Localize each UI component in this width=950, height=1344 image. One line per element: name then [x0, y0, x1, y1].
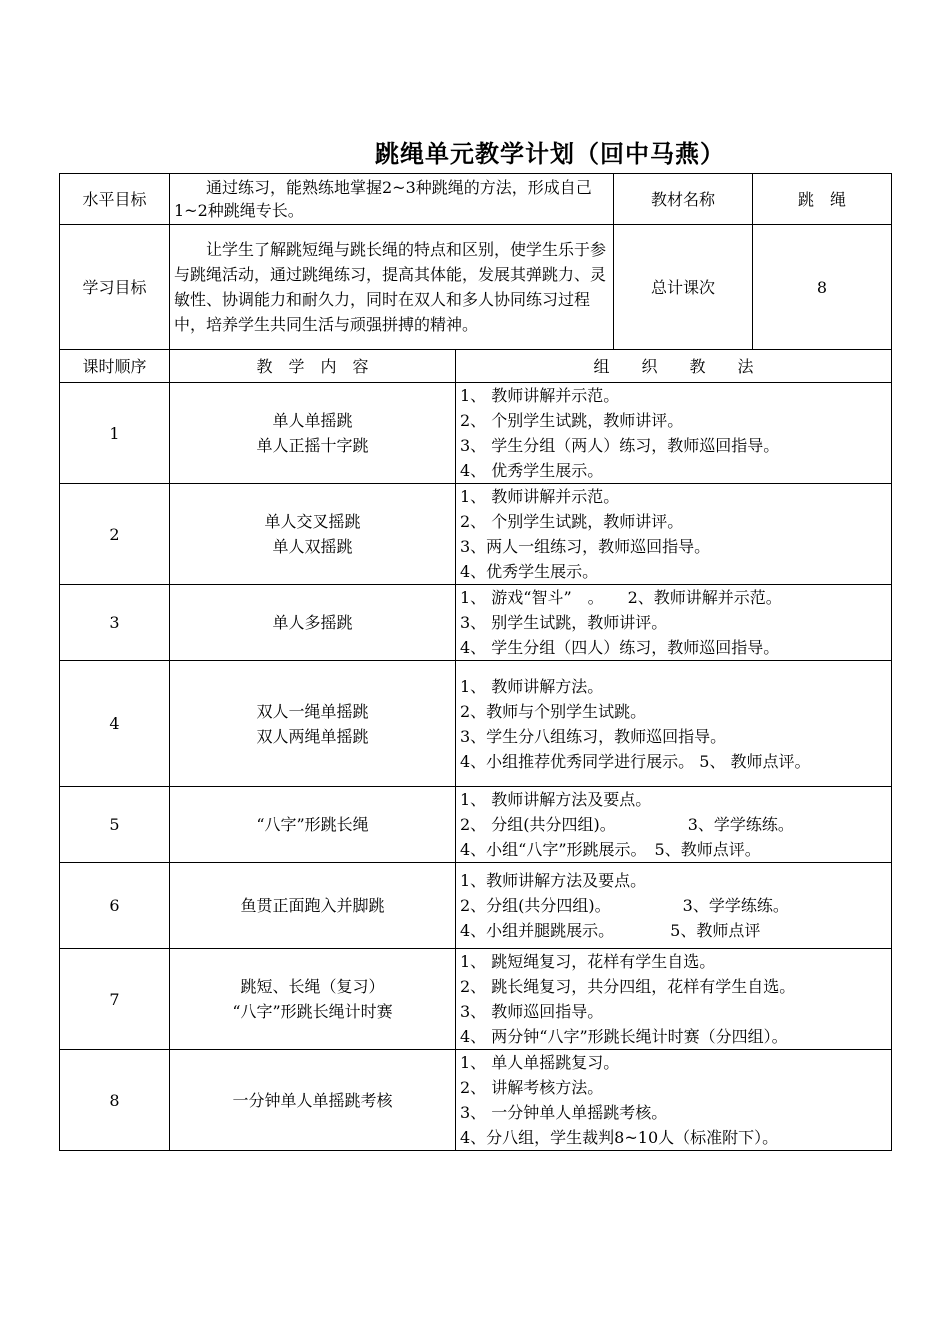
- lesson-content-line: 单人多摇跳: [272, 613, 353, 632]
- learn-goal-row: [60, 225, 892, 350]
- lesson-method: [456, 1050, 892, 1151]
- lesson-content-line: 单人交叉摇跳: [264, 512, 361, 531]
- lesson-row: [60, 585, 892, 661]
- lesson-number: 3: [60, 585, 170, 661]
- lesson-method: [456, 661, 892, 787]
- lesson-number: 4: [60, 661, 170, 787]
- lesson-row: [60, 863, 892, 949]
- method-step: 1、 跳短绳复习，花样有学生自选。: [460, 952, 716, 971]
- lesson-row: [60, 1050, 892, 1151]
- lesson-content-line: 鱼贯正面跑入并脚跳: [240, 896, 385, 915]
- method-step: 3、 教师巡回指导。: [460, 1002, 604, 1021]
- method-step: 4、 学生分组（四人）练习，教师巡回指导。: [460, 638, 780, 657]
- lesson-content: [170, 383, 456, 484]
- plan-table: [59, 173, 892, 1151]
- lesson-row: [60, 661, 892, 787]
- method-step: 2、 跳长绳复习，共分四组，花样有学生自选。: [460, 977, 796, 996]
- lesson-number: 7: [60, 949, 170, 1050]
- lesson-method: [456, 863, 892, 949]
- lesson-content-line: 单人单摇跳: [272, 411, 353, 430]
- method-step: 1、 单人单摇跳复习。: [460, 1053, 620, 1072]
- method-step: 3、学生分八组练习，教师巡回指导。: [460, 726, 727, 746]
- lesson-number: 6: [60, 863, 170, 949]
- lesson-method: [456, 949, 892, 1050]
- lesson-content-line: 单人双摇跳: [272, 537, 353, 556]
- column-header-row: [60, 350, 892, 383]
- method-step: 4、小组并腿跳展示。 5、教师点评: [460, 921, 761, 940]
- method-step: 4、分八组，学生裁判8~10人（标准附下）。: [460, 1128, 779, 1147]
- lesson-content: [170, 949, 456, 1050]
- lesson-content: [170, 585, 456, 661]
- lesson-method: [456, 585, 892, 661]
- lesson-number: 8: [60, 1050, 170, 1151]
- page-title: 跳绳单元教学计划（回中马燕）: [375, 140, 725, 168]
- method-step: 3、 一分钟单人单摇跳考核。: [460, 1103, 668, 1122]
- total-value: 8: [753, 225, 892, 350]
- level-goal-text: 通过练习，能熟练地掌握2~3种跳绳的方法，形成自己1~2种跳绳专长。: [170, 174, 614, 225]
- method-step: 4、优秀学生展示。: [460, 562, 599, 581]
- method-step: 2、教师与个别学生试跳。: [460, 701, 647, 721]
- lesson-content: [170, 661, 456, 787]
- lesson-content-line: “八字”形跳长绳计时赛: [232, 1002, 393, 1021]
- method-step: 3、 别学生试跳，教师讲评。: [460, 613, 668, 632]
- col-order-header: 课时顺序: [60, 350, 170, 383]
- method-step: 3、 学生分组（两人）练习，教师巡回指导。: [460, 436, 780, 455]
- method-step: 1、教师讲解方法及要点。: [460, 871, 647, 890]
- lesson-content-line: 单人正摇十字跳: [256, 436, 369, 455]
- method-step: 1、 教师讲解并示范。: [460, 386, 620, 405]
- lesson-content-line: 双人两绳单摇跳: [256, 726, 369, 746]
- method-step: 1、 教师讲解并示范。: [460, 487, 620, 506]
- lesson-number: 2: [60, 484, 170, 585]
- method-step: 2、 讲解考核方法。: [460, 1078, 604, 1097]
- col-method-header: 组 织 教 法: [456, 350, 892, 383]
- method-step: 2、分组(共分四组)。 3、学学练练。: [460, 896, 789, 915]
- lesson-content-line: 一分钟单人单摇跳考核: [232, 1090, 393, 1110]
- method-step: 1、 游戏“智斗” 。 2、教师讲解并示范。: [460, 588, 782, 607]
- method-step: 2、 个别学生试跳，教师讲评。: [460, 411, 684, 430]
- learn-goal-label: 学习目标: [60, 225, 170, 350]
- method-step: 1、 教师讲解方法。: [460, 676, 604, 696]
- lesson-row: [60, 787, 892, 863]
- level-goal-row: [60, 174, 892, 225]
- learn-goal-text: 让学生了解跳短绳与跳长绳的特点和区别，使学生乐于参与跳绳活动，通过跳绳练习，提高其体能，发展其弹跳力、灵敏性、协调能力和耐久力，同时在双人和多人协同练习过程中，培养学生共同生活与顽强拼搏的精神。: [170, 225, 614, 350]
- total-label: 总计课次: [614, 225, 753, 350]
- method-step: 3、两人一组练习，教师巡回指导。: [460, 537, 711, 556]
- lesson-number: 1: [60, 383, 170, 484]
- lesson-number: 5: [60, 787, 170, 863]
- method-step: 4、小组“八字”形跳展示。 5、教师点评。: [460, 840, 761, 859]
- method-step: 2、 个别学生试跳，教师讲评。: [460, 512, 684, 531]
- col-content-header: 教 学 内 容: [170, 350, 456, 383]
- lesson-content: [170, 787, 456, 863]
- material-value: 跳 绳: [753, 174, 892, 225]
- lesson-content-line: 跳短、长绳（复习）: [240, 977, 385, 996]
- lesson-method: [456, 484, 892, 585]
- lesson-method: [456, 383, 892, 484]
- lesson-content: [170, 863, 456, 949]
- lesson-content: [170, 484, 456, 585]
- lesson-content-line: 双人一绳单摇跳: [256, 701, 369, 721]
- lesson-content: [170, 1050, 456, 1151]
- lesson-row: [60, 484, 892, 585]
- method-step: 4、 优秀学生展示。: [460, 461, 604, 480]
- method-step: 4、小组推荐优秀同学进行展示。 5、 教师点评。: [460, 751, 811, 771]
- method-step: 1、 教师讲解方法及要点。: [460, 790, 652, 809]
- lesson-method: [456, 787, 892, 863]
- material-label: 教材名称: [614, 174, 753, 225]
- lesson-row: [60, 949, 892, 1050]
- method-step: 2、 分组(共分四组)。 3、学学练练。: [460, 815, 794, 834]
- lesson-rows: [60, 383, 892, 1151]
- lesson-content-line: “八字”形跳长绳: [256, 815, 369, 834]
- level-goal-label: 水平目标: [60, 174, 170, 225]
- lesson-row: [60, 383, 892, 484]
- method-step: 4、 两分钟“八字”形跳长绳计时赛（分四组）。: [460, 1027, 788, 1046]
